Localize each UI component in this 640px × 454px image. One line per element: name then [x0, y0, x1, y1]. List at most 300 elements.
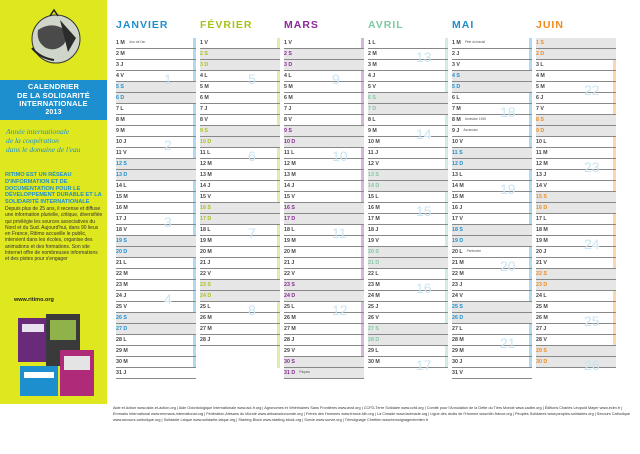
day-label: 18 J: [368, 227, 379, 233]
day-cell: [368, 203, 448, 214]
day-cell: [536, 214, 616, 225]
day-cell: [116, 192, 196, 203]
day-cell: [116, 269, 196, 280]
day-label: 26 S: [116, 315, 127, 321]
day-cell: [200, 71, 280, 82]
day-cell: [368, 181, 448, 192]
day-label: 30 M: [368, 359, 380, 365]
day-cell: [536, 313, 616, 324]
day-label: 23 M: [116, 282, 128, 288]
day-cell: [116, 357, 196, 368]
day-cell: [536, 335, 616, 346]
day-cell: [200, 302, 280, 313]
day-label: 8 M: [452, 117, 461, 123]
day-cell: [368, 159, 448, 170]
day-label: 14 D: [368, 183, 380, 189]
day-label: 6 D: [116, 95, 125, 101]
day-cell: [368, 38, 448, 49]
day-label: 14 M: [452, 183, 464, 189]
day-cell: [200, 159, 280, 170]
day-cell: [536, 137, 616, 148]
week-number: 17: [416, 357, 432, 373]
day-label: 21 M: [452, 260, 464, 266]
day-cell: [116, 104, 196, 115]
day-cell: [200, 225, 280, 236]
day-cell: [116, 159, 196, 170]
partners-footer: Aide et Action www.aide-et-action.org | Aide Odontologique Internationale www.aoi-fr.org | Agronomes et Vétérinaires Sans Frontières www.avsf.org | CCFD-Terre Solidaire www.ccfd.org | Comité pour l'Annulation de la Dette du Tiers Monde www.cadtm.org | Éditions Charles Léopold Mayer www.eclm.fr | Emmaüs International www.emmaus-international.org | Fédération Artisans du Monde www.artisansdumonde.org | Frères des Hommes www.france-fdh.org | La Cimade www.lacimade.org | Ligue des droits de l'Homme www.ldh-france.org | Peuples Solidaires www.peuples-solidaires.org | Secours Catholique www.secours-catholique.org | Solidarité Laïque www.solidarite-laique.org | Starting Block www.starting-block.org | Survie www.survie.org | Témoignage Chrétien www.temoignagechretien.fr: [113, 406, 630, 422]
day-label: 31 J: [116, 370, 127, 376]
day-cell: [536, 258, 616, 269]
day-label: 19 D: [452, 238, 464, 244]
day-cell: [200, 236, 280, 247]
day-label: 10 D: [200, 139, 212, 145]
day-label: 22 M: [452, 271, 464, 277]
day-label: 17 V: [452, 216, 463, 222]
day-cell: [368, 357, 448, 368]
day-label: 16 J: [452, 205, 463, 211]
day-cell: [452, 368, 532, 379]
day-cell: [368, 269, 448, 280]
day-cell: [116, 291, 196, 302]
day-label: 30 J: [452, 359, 463, 365]
day-label: 15 M: [452, 194, 464, 200]
day-cell: [368, 93, 448, 104]
day-cell: [200, 38, 280, 49]
day-cell: [116, 324, 196, 335]
day-cell: [536, 203, 616, 214]
day-cell: [536, 192, 616, 203]
day-label: 24 L: [536, 293, 547, 299]
day-label: 25 L: [200, 304, 211, 310]
day-label: 11 V: [116, 150, 127, 156]
calendar-grid: [116, 19, 620, 388]
day-label: 13 S: [368, 172, 379, 178]
day-cell: [116, 71, 196, 82]
day-label: 27 D: [116, 326, 128, 332]
day-cell: [452, 357, 532, 368]
day-cell: [200, 49, 280, 60]
day-cell: [200, 280, 280, 291]
day-cell: [200, 214, 280, 225]
day-label: 7 D: [368, 106, 377, 112]
day-cell: [536, 71, 616, 82]
day-cell: [200, 324, 280, 335]
day-cell: [452, 60, 532, 71]
day-cell: [200, 137, 280, 148]
day-cell: [536, 115, 616, 126]
day-cell: [452, 104, 532, 115]
day-cell: [116, 38, 196, 49]
day-label: 11 J: [368, 150, 379, 156]
day-cell: [284, 324, 364, 335]
day-label: 18 M: [536, 227, 548, 233]
day-label: 13 M: [200, 172, 212, 178]
day-cell: [116, 335, 196, 346]
day-cell: [116, 82, 196, 93]
publications-image: [16, 314, 96, 398]
day-cell: [284, 170, 364, 181]
day-cell: [284, 93, 364, 104]
day-cell: [452, 258, 532, 269]
week-number: 12: [332, 302, 348, 318]
day-cell: [116, 137, 196, 148]
day-label: 1 V: [200, 40, 208, 46]
day-label: 10 D: [284, 139, 296, 145]
day-cell: [116, 214, 196, 225]
day-label: 14 L: [116, 183, 127, 189]
week-number: 8: [248, 302, 256, 318]
ritimo-url[interactable]: www.ritimo.org: [14, 297, 54, 303]
day-cell: [200, 104, 280, 115]
day-label: 10 L: [536, 139, 547, 145]
day-cell: [284, 258, 364, 269]
day-label: 22 V: [200, 271, 211, 277]
day-cell: [116, 60, 196, 71]
day-label: 20 S: [368, 249, 379, 255]
day-cell: [284, 247, 364, 258]
day-cell: [452, 159, 532, 170]
day-label: 23 S: [200, 282, 211, 288]
day-cell: [452, 280, 532, 291]
day-label: 4 L: [284, 73, 292, 79]
day-label: 22 M: [116, 271, 128, 277]
day-label: 18 L: [284, 227, 295, 233]
day-cell: [452, 181, 532, 192]
day-label: 16 M: [368, 205, 380, 211]
day-label: 7 V: [536, 106, 544, 112]
day-cell: [452, 214, 532, 225]
day-label: 4 S: [452, 73, 460, 79]
day-label: 22 L: [368, 271, 379, 277]
day-label: 18 L: [200, 227, 211, 233]
day-cell: [116, 115, 196, 126]
day-label: 23 J: [452, 282, 463, 288]
week-number: 15: [416, 203, 432, 219]
day-cell: [536, 269, 616, 280]
week-number: 14: [416, 126, 432, 142]
day-cell: [200, 181, 280, 192]
day-cell: [452, 346, 532, 357]
day-event: Pentecôte: [466, 248, 481, 253]
day-label: 25 J: [368, 304, 379, 310]
day-cell: [452, 225, 532, 236]
day-cell: [452, 291, 532, 302]
day-label: 3 J: [116, 62, 124, 68]
day-label: 23 M: [368, 282, 380, 288]
day-cell: [368, 49, 448, 60]
day-cell: [368, 280, 448, 291]
week-number: 1: [164, 71, 172, 87]
day-label: 27 M: [200, 326, 212, 332]
day-label: 26 D: [452, 315, 464, 321]
day-label: 25 M: [536, 304, 548, 310]
day-label: 13 D: [116, 172, 128, 178]
day-label: 5 V: [368, 84, 376, 90]
day-label: 14 V: [536, 183, 547, 189]
week-number: 11: [332, 225, 347, 241]
day-label: 8 V: [200, 117, 208, 123]
day-label: 29 S: [536, 348, 547, 354]
day-label: 3 V: [452, 62, 460, 68]
week-number: 24: [584, 236, 600, 252]
day-cell: [200, 291, 280, 302]
week-number: 22: [584, 82, 600, 98]
day-cell: [284, 137, 364, 148]
globe-logo-icon: [20, 8, 92, 70]
day-label: 2 M: [368, 51, 377, 57]
day-label: 19 V: [368, 238, 379, 244]
day-cell: [284, 192, 364, 203]
day-label: 1 S: [536, 40, 544, 46]
day-label: 15 V: [284, 194, 295, 200]
day-label: 19 M: [284, 238, 296, 244]
day-cell: [200, 203, 280, 214]
day-label: 26 M: [200, 315, 212, 321]
day-cell: [284, 126, 364, 137]
day-label: 19 M: [200, 238, 212, 244]
day-label: 4 V: [116, 73, 124, 79]
day-label: 31 V: [452, 370, 463, 376]
day-cell: [368, 214, 448, 225]
day-label: 12 M: [284, 161, 296, 167]
day-cell: [452, 38, 532, 49]
day-label: 17 M: [368, 216, 380, 222]
day-event: Ascension: [463, 127, 479, 132]
day-cell: [116, 203, 196, 214]
day-cell: [536, 148, 616, 159]
day-cell: [368, 60, 448, 71]
day-cell: [284, 159, 364, 170]
day-label: 26 M: [284, 315, 296, 321]
week-number: 4: [164, 291, 172, 307]
day-label: 6 J: [536, 95, 544, 101]
week-number: 21: [500, 335, 516, 351]
day-label: 22 S: [536, 271, 547, 277]
day-cell: [284, 280, 364, 291]
day-label: 10 V: [452, 139, 463, 145]
day-label: 20 M: [200, 249, 212, 255]
day-label: 8 V: [284, 117, 292, 123]
day-cell: [284, 368, 364, 379]
day-label: 26 V: [368, 315, 379, 321]
day-label: 28 J: [284, 337, 295, 343]
day-cell: [368, 82, 448, 93]
day-label: 4 L: [200, 73, 208, 79]
day-cell: [452, 137, 532, 148]
day-label: 5 M: [284, 84, 293, 90]
day-cell: [452, 236, 532, 247]
day-cell: [116, 247, 196, 258]
day-cell: [368, 148, 448, 159]
day-label: 7 M: [452, 106, 461, 112]
day-label: 31 D: [284, 370, 296, 376]
day-cell: [452, 335, 532, 346]
month-header: MARS: [284, 19, 319, 31]
day-label: 17 J: [116, 216, 127, 222]
day-cell: [368, 170, 448, 181]
week-number: 9: [332, 71, 340, 87]
day-cell: [200, 82, 280, 93]
day-label: 24 J: [116, 293, 127, 299]
day-label: 20 M: [284, 249, 296, 255]
day-cell: [536, 93, 616, 104]
day-label: 13 J: [536, 172, 547, 178]
day-label: 29 L: [368, 348, 379, 354]
day-label: 14 J: [284, 183, 295, 189]
day-cell: [284, 82, 364, 93]
month-header: JANVIER: [116, 19, 169, 31]
day-label: 9 D: [536, 128, 545, 134]
day-label: 16 S: [200, 205, 211, 211]
day-cell: [452, 93, 532, 104]
day-cell: [284, 104, 364, 115]
day-cell: [200, 115, 280, 126]
day-cell: [452, 313, 532, 324]
day-label: 3 D: [200, 62, 209, 68]
day-label: 4 M: [536, 73, 545, 79]
day-event: Fête du travail: [464, 39, 486, 44]
week-number: 7: [248, 225, 256, 241]
day-label: 12 V: [368, 161, 379, 167]
day-cell: [368, 71, 448, 82]
day-cell: [452, 302, 532, 313]
day-cell: [368, 137, 448, 148]
day-cell: [368, 247, 448, 258]
day-label: 9 S: [200, 128, 208, 134]
day-label: 24 V: [452, 293, 463, 299]
day-cell: [200, 258, 280, 269]
day-label: 23 D: [536, 282, 548, 288]
day-cell: [536, 170, 616, 181]
day-label: 22 V: [284, 271, 295, 277]
week-number: 19: [500, 181, 516, 197]
week-number: 3: [164, 214, 172, 230]
day-label: 13 L: [452, 172, 463, 178]
day-label: 6 M: [200, 95, 209, 101]
day-label: 8 L: [368, 117, 376, 123]
day-label: 17 D: [200, 216, 212, 222]
day-cell: [536, 60, 616, 71]
day-label: 1 L: [368, 40, 376, 46]
sidebar: [0, 0, 107, 404]
day-label: 24 M: [368, 293, 380, 299]
calendar-title: CALENDRIER DE LA SOLIDARITÉ INTERNATIONALE 2013: [0, 80, 107, 120]
day-label: 17 D: [284, 216, 296, 222]
day-label: 2 J: [452, 51, 460, 57]
day-cell: [536, 247, 616, 258]
day-label: 5 D: [452, 84, 461, 90]
day-cell: [284, 313, 364, 324]
day-cell: [200, 93, 280, 104]
day-cell: [200, 148, 280, 159]
day-cell: [284, 71, 364, 82]
day-label: 12 D: [452, 161, 464, 167]
day-cell: [116, 280, 196, 291]
day-cell: [200, 192, 280, 203]
day-label: 25 L: [284, 304, 295, 310]
day-event: Jour de l'an: [128, 39, 146, 44]
day-cell: [284, 214, 364, 225]
day-label: 5 M: [200, 84, 209, 90]
day-cell: [116, 313, 196, 324]
day-cell: [116, 148, 196, 159]
day-label: 25 V: [116, 304, 127, 310]
week-number: 16: [416, 280, 432, 296]
day-label: 10 J: [116, 139, 127, 145]
day-cell: [284, 38, 364, 49]
day-label: 9 J: [452, 128, 460, 134]
day-label: 11 L: [284, 150, 295, 156]
day-label: 3 M: [368, 62, 377, 68]
day-cell: [452, 49, 532, 60]
day-label: 16 M: [116, 205, 128, 211]
day-cell: [116, 49, 196, 60]
week-number: 10: [332, 148, 348, 164]
day-cell: [536, 324, 616, 335]
day-label: 1 V: [284, 40, 292, 46]
day-label: 27 S: [368, 326, 379, 332]
day-cell: [284, 346, 364, 357]
week-number: 26: [584, 357, 600, 373]
day-cell: [368, 291, 448, 302]
day-cell: [452, 115, 532, 126]
day-label: 1 M: [452, 40, 461, 46]
day-cell: [284, 203, 364, 214]
day-cell: [536, 225, 616, 236]
day-cell: [452, 269, 532, 280]
day-label: 13 M: [284, 172, 296, 178]
day-cell: [536, 236, 616, 247]
day-cell: [536, 159, 616, 170]
day-cell: [200, 126, 280, 137]
day-cell: [536, 357, 616, 368]
day-label: 5 S: [116, 84, 124, 90]
day-cell: [116, 126, 196, 137]
day-label: 20 J: [536, 249, 547, 255]
day-cell: [452, 203, 532, 214]
day-label: 12 S: [116, 161, 127, 167]
day-cell: [116, 170, 196, 181]
day-cell: [368, 192, 448, 203]
month-header: JUIN: [536, 19, 564, 31]
day-label: 24 D: [284, 293, 296, 299]
week-number: 6: [248, 148, 256, 164]
week-number: 20: [500, 258, 516, 274]
day-cell: [200, 313, 280, 324]
day-label: 28 M: [452, 337, 464, 343]
day-label: 16 D: [536, 205, 548, 211]
day-label: 11 L: [200, 150, 211, 156]
day-cell: [368, 225, 448, 236]
day-cell: [116, 181, 196, 192]
day-label: 5 M: [536, 84, 545, 90]
day-label: 2 S: [284, 51, 292, 57]
day-cell: [536, 49, 616, 60]
day-cell: [452, 170, 532, 181]
day-cell: [536, 126, 616, 137]
day-cell: [116, 236, 196, 247]
day-cell: [536, 38, 616, 49]
day-label: 19 S: [116, 238, 127, 244]
day-cell: [536, 291, 616, 302]
day-label: 17 L: [536, 216, 547, 222]
day-cell: [284, 115, 364, 126]
day-cell: [116, 258, 196, 269]
day-label: 1 M: [116, 40, 125, 46]
day-label: 10 M: [368, 139, 380, 145]
day-label: 3 D: [284, 62, 293, 68]
day-cell: [536, 346, 616, 357]
